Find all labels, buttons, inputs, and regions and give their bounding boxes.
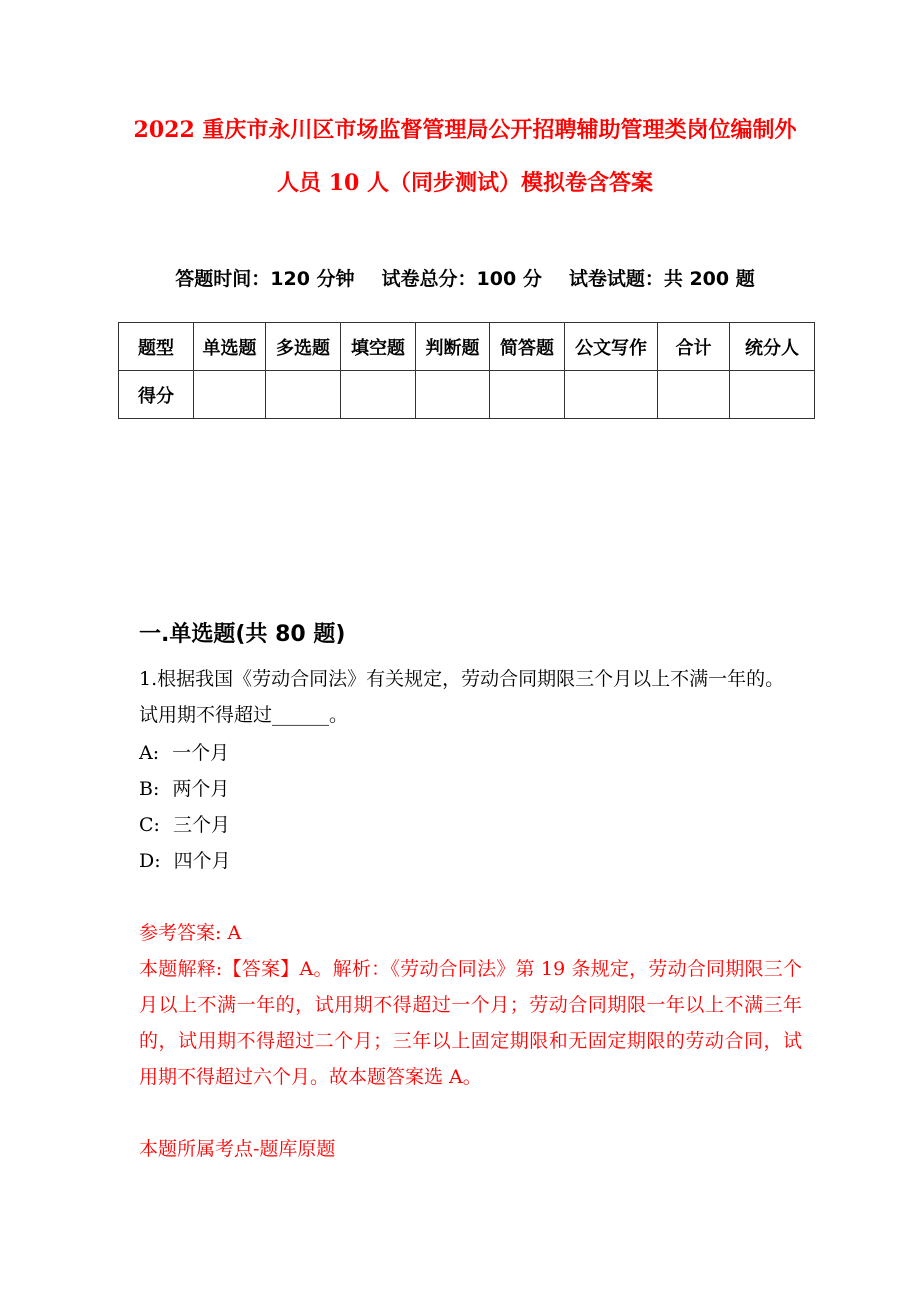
answer-explanation: 本题解释:【答案】A。解析：《劳动合同法》第 19 条规定，劳动合同期限三个月以上不满一年的，试用期不得超过一个月；劳动合同期限一年以上不满三年的，试用期不得超过二个月；三年以上固定期限和无固定期限的劳动合同，试用期不得超过六个月。故本题答案选 A。 xyxy=(139,958,802,1088)
score-table-header-row xyxy=(119,323,815,371)
document-content xyxy=(118,104,812,1167)
score-cell xyxy=(565,371,658,419)
option-d xyxy=(139,843,812,879)
table-header-cell: 简答题 xyxy=(490,323,565,371)
score-cell xyxy=(416,371,490,419)
page-title-line2: 人员 10 人（同步测试）模拟卷含答案 xyxy=(277,170,653,196)
reference-answer: 参考答案: A xyxy=(139,922,242,944)
exam-total-questions: 试卷试题：共 200 题 xyxy=(568,268,755,290)
option-c-text: 三个月 xyxy=(172,814,230,836)
option-b-text: 两个月 xyxy=(172,778,230,800)
score-table-score-row xyxy=(119,371,815,419)
score-row-label: 得分 xyxy=(119,371,194,419)
score-cell xyxy=(266,371,341,419)
option-a-text: 一个月 xyxy=(172,742,230,764)
score-table xyxy=(118,322,815,419)
option-c-label: C: xyxy=(139,814,160,836)
score-cell xyxy=(490,371,565,419)
table-header-cell: 判断题 xyxy=(416,323,490,371)
option-b xyxy=(139,771,812,807)
exam-total-score: 试卷总分：100 分 xyxy=(381,268,542,290)
option-a-label: A: xyxy=(139,742,160,764)
section-heading: 一.单选题(共 80 题) xyxy=(139,622,346,647)
table-header-cell: 合计 xyxy=(658,323,730,371)
option-c xyxy=(139,807,812,843)
score-cell xyxy=(194,371,266,419)
question-1-options xyxy=(139,735,812,879)
question-source: 本题所属考点-题库原题 xyxy=(139,1138,336,1160)
page-title-line1: 2022 重庆市永川区市场监督管理局公开招聘辅助管理类岗位编制外 xyxy=(133,117,797,143)
option-d-text: 四个月 xyxy=(173,850,231,872)
option-b-label: B: xyxy=(139,778,160,800)
table-header-cell: 单选题 xyxy=(194,323,266,371)
table-header-cell: 填空题 xyxy=(341,323,416,371)
page-title xyxy=(118,104,812,210)
question-text-line2: 试用期不得超过______。 xyxy=(139,704,349,726)
question-1 xyxy=(139,661,802,733)
table-header-cell: 公文写作 xyxy=(565,323,658,371)
option-d-label: D: xyxy=(139,850,161,872)
question-text-line1: 1.根据我国《劳动合同法》有关规定，劳动合同期限三个月以上不满一年的。 xyxy=(139,668,785,690)
option-a xyxy=(139,735,812,771)
table-header-cell: 多选题 xyxy=(266,323,341,371)
score-cell xyxy=(658,371,730,419)
score-cell xyxy=(341,371,416,419)
exam-info-line xyxy=(118,266,812,292)
table-header-cell: 题型 xyxy=(119,323,194,371)
score-cell xyxy=(730,371,815,419)
table-header-cell: 统分人 xyxy=(730,323,815,371)
exam-time: 答题时间：120 分钟 xyxy=(175,268,355,290)
